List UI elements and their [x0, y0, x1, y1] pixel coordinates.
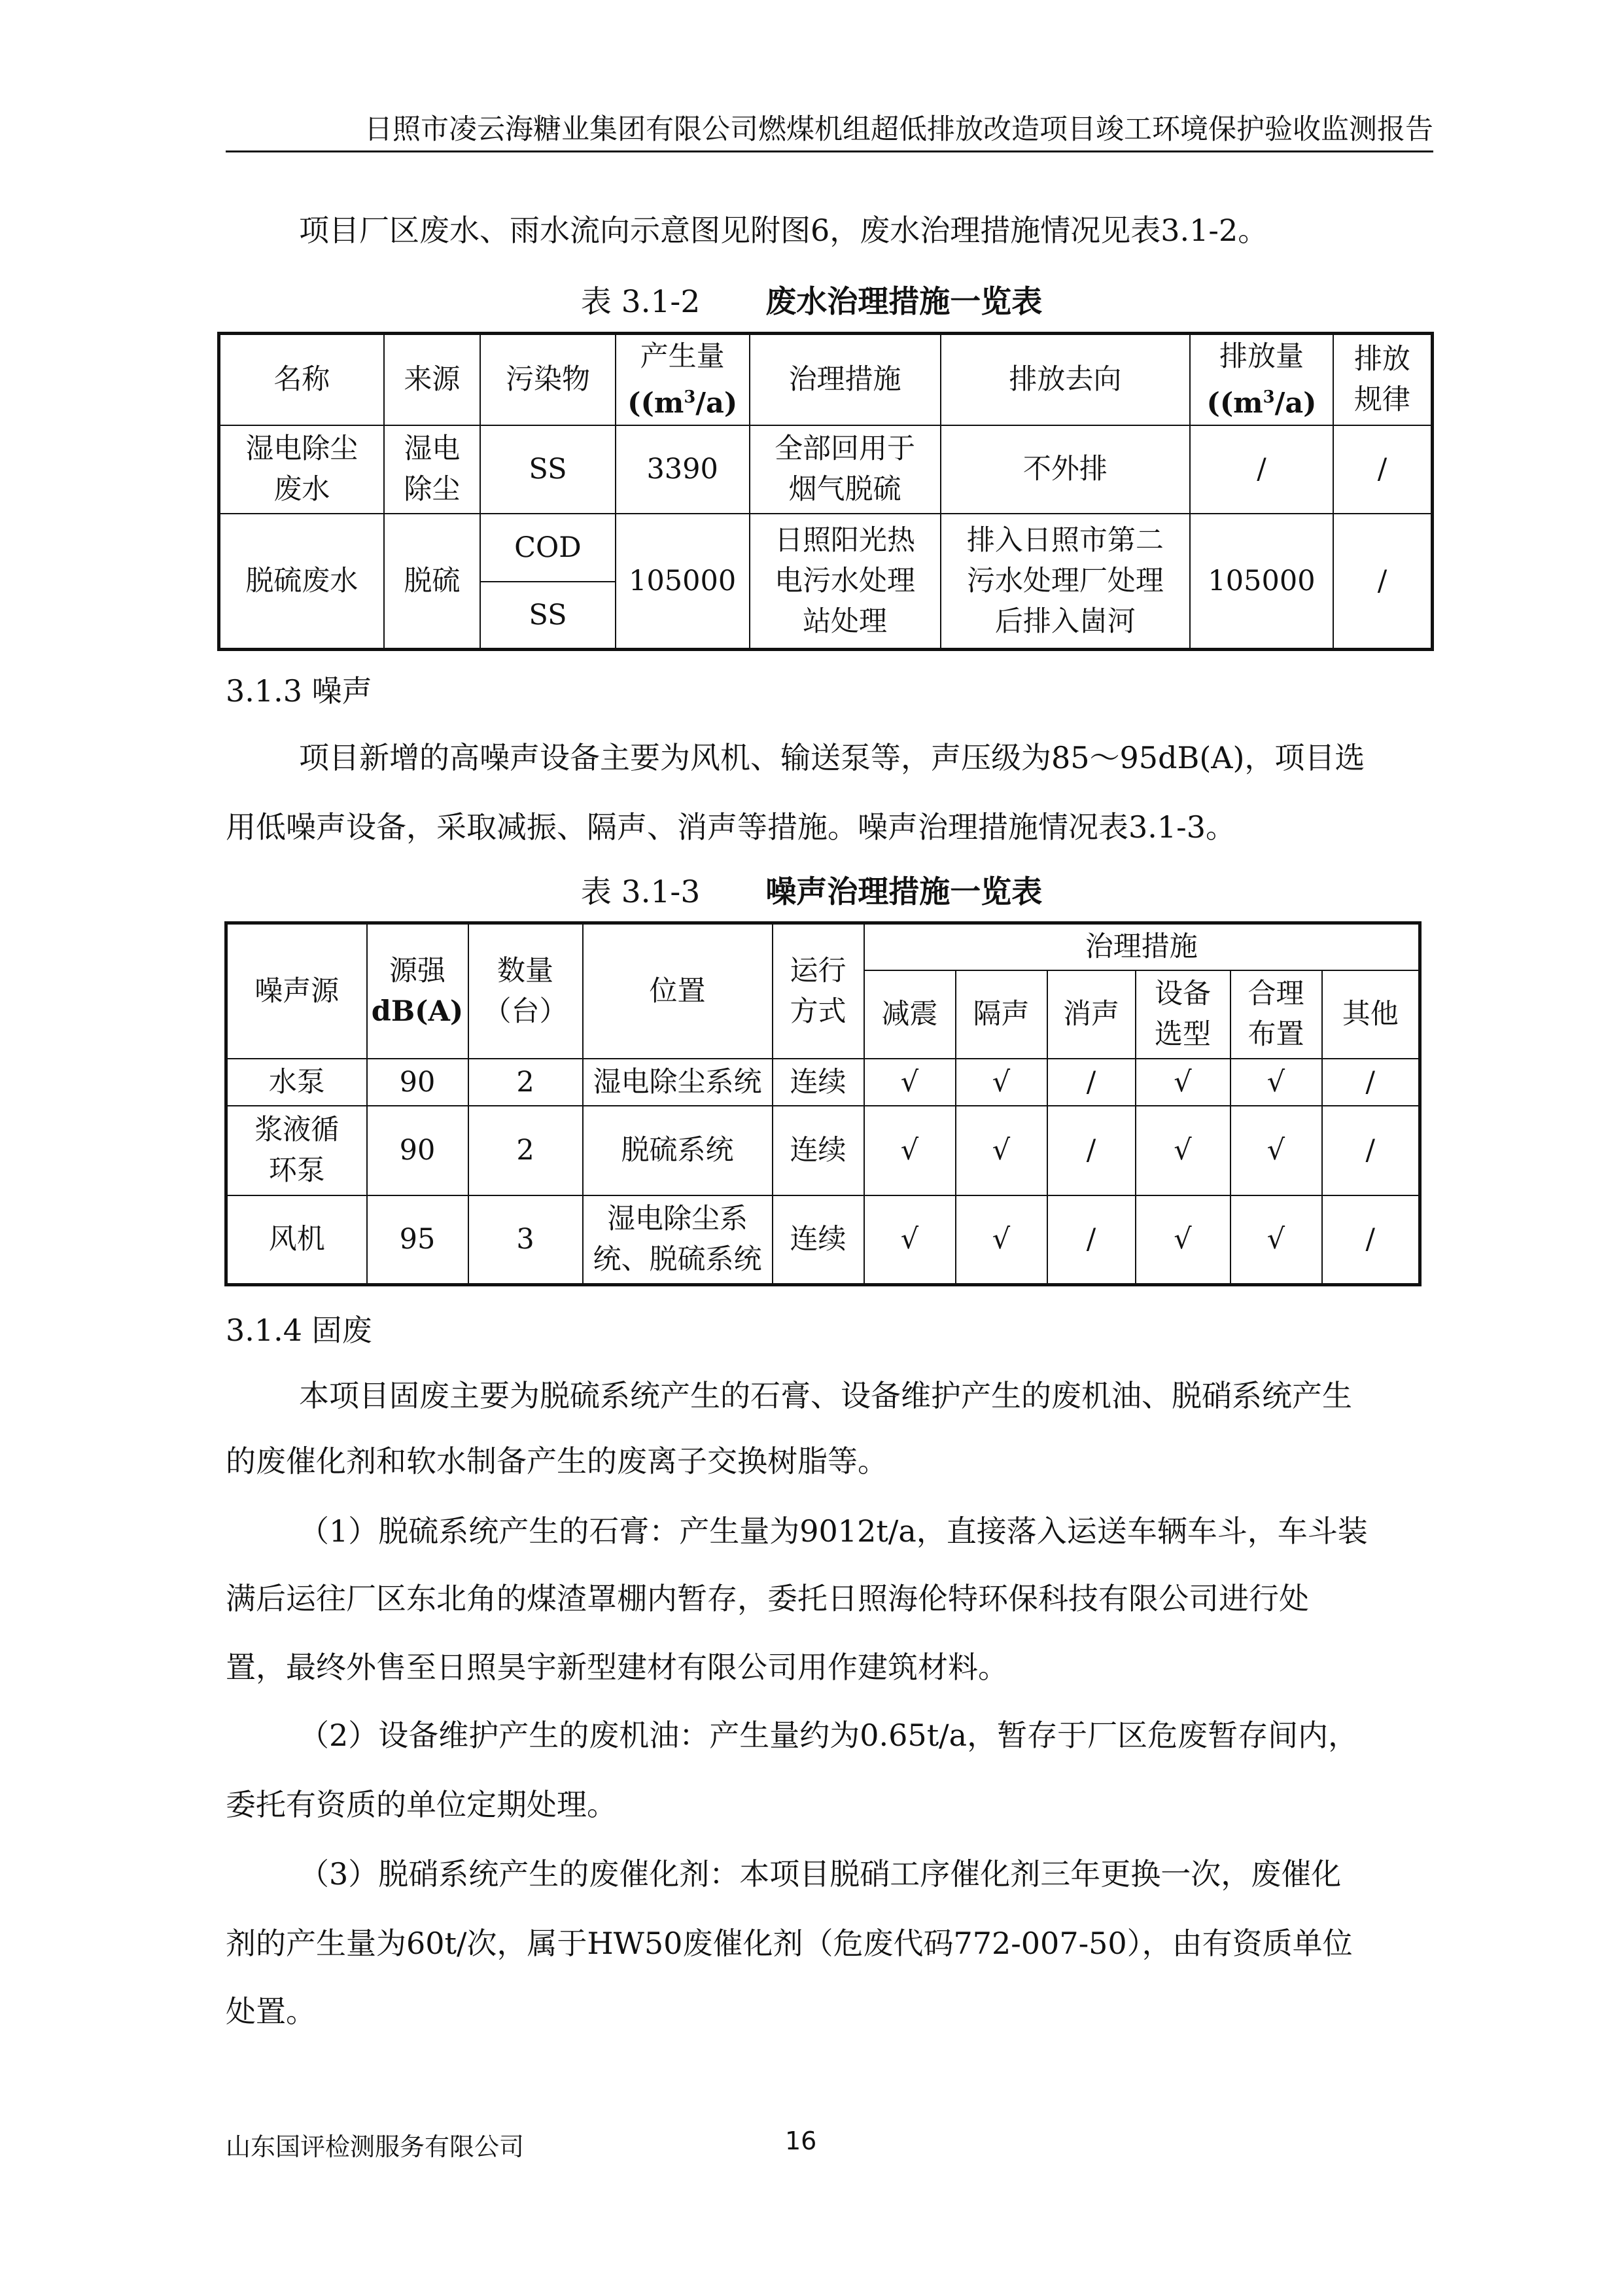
th-insulation: 隔声 [956, 970, 1047, 1059]
table2-caption-number: 表 3.1-3 [580, 874, 701, 910]
th-rule: 排放 规律 [1333, 334, 1433, 425]
wastewater-table: 名称 来源 污染物 产生量 ($(m^3/a)$ 治理措施 排放去向 排放量 ($(m^3/a)$ 排放 规律 湿电除尘 废水 湿电 除尘 SS 3390 全部回用于 烟气脱硫 不外排 / / 脱硫废水 脱硫 COD 105000 日照阳光热 电污水处理 站处理 排入日照市第二 污水处理厂处理 后排入崮河 105000 / SS [217, 332, 1434, 651]
noise-paragraph-line1: 项目新增的高噪声设备主要为风机、输送泵等，声压级为85～95dB(A)，项目选 [299, 740, 1365, 775]
footer-company: 山东国评检测服务有限公司 [226, 2132, 525, 2161]
header-rule [226, 150, 1433, 152]
table1-caption [0, 283, 1623, 322]
table-row: 风机 95 3 湿电除尘系 统、脱硫系统 连续 √ √ / √ √ / [226, 1195, 1420, 1285]
noise-table [224, 921, 1422, 1286]
table2-caption-title: 噪声治理措施一览表 [765, 874, 1043, 910]
th-discharge: 排放量 ($(m^3/a)$ [1190, 334, 1333, 425]
th-strength: 源强 dB(A) [367, 923, 468, 1059]
th-selection: 设备 选型 [1136, 970, 1230, 1059]
solid-line-9: 剂的产生量为60t/次，属于HW50废催化剂（危废代码772-007-50），由有资质单位 [226, 1926, 1353, 1961]
th-count: 数量 （台） [468, 923, 583, 1059]
th-noise-source: 噪声源 [226, 923, 367, 1059]
solid-line-5: 置，最终外售至日照昊宇新型建材有限公司用作建筑材料。 [226, 1650, 1008, 1685]
table1-caption-title: 废水治理措施一览表 [765, 284, 1043, 320]
th-output: 产生量 ($(m^3/a)$ [616, 334, 750, 425]
table-row: 浆液循 环泵 90 2 脱硫系统 连续 √ √ / √ √ / [226, 1106, 1420, 1195]
table-row: 湿电除尘 废水 湿电 除尘 SS 3390 全部回用于 烟气脱硫 不外排 / / [219, 425, 1433, 514]
th-mode: 运行 方式 [773, 923, 864, 1059]
th-measures: 治理措施 [864, 923, 1420, 970]
table-row: 水泵 90 2 湿电除尘系统 连续 √ √ / √ √ / [226, 1059, 1420, 1106]
th-name: 名称 [219, 334, 384, 425]
solid-line-1: 本项目固废主要为脱硫系统产生的石膏、设备维护产生的废机油、脱硝系统产生 [299, 1378, 1352, 1413]
solid-line-7: 委托有资质的单位定期处理。 [226, 1787, 617, 1822]
page-number: 16 [785, 2127, 817, 2155]
solid-line-10: 处置。 [226, 1994, 316, 2029]
solid-line-4: 满后运往厂区东北角的煤渣罩棚内暂存，委托日照海伦特环保科技有限公司进行处 [226, 1581, 1309, 1616]
th-other: 其他 [1322, 970, 1420, 1059]
noise-paragraph-line2: 用低噪声设备，采取减振、隔声、消声等措施。噪声治理措施情况表3.1-3。 [226, 809, 1236, 845]
table2-caption [0, 873, 1623, 912]
th-treatment: 治理措施 [750, 334, 941, 425]
table1-caption-number: 表 3.1-2 [580, 284, 701, 320]
solid-line-2: 的废催化剂和软水制备产生的废离子交换树脂等。 [226, 1443, 888, 1479]
th-damping: 减震 [864, 970, 956, 1059]
table-row: 脱硫废水 脱硫 COD 105000 日照阳光热 电污水处理 站处理 排入日照市第二 污水处理厂处理 后排入崮河 105000 / [219, 514, 1433, 582]
th-pollutant: 污染物 [480, 334, 616, 425]
intro-paragraph: 项目厂区废水、雨水流向示意图见附图6，废水治理措施情况见表3.1-2。 [299, 213, 1268, 248]
th-silencing: 消声 [1047, 970, 1136, 1059]
solid-line-3: （1）脱硫系统产生的石膏：产生量为9012t/a，直接落入运送车辆车斗，车斗装 [299, 1513, 1368, 1549]
th-origin: 来源 [384, 334, 481, 425]
section-solid-title: 3.1.4 固废 [226, 1313, 372, 1348]
page-header: 日照市凌云海糖业集团有限公司燃煤机组超低排放改造项目竣工环境保护验收监测报告 [364, 113, 1433, 146]
section-noise-title: 3.1.3 噪声 [226, 673, 372, 709]
th-location: 位置 [583, 923, 773, 1059]
solid-line-6: （2）设备维护产生的废机油：产生量约为0.65t/a，暂存于厂区危废暂存间内， [299, 1718, 1359, 1753]
th-destination: 排放去向 [941, 334, 1191, 425]
solid-line-8: （3）脱硝系统产生的废催化剂：本项目脱硝工序催化剂三年更换一次，废催化 [299, 1856, 1342, 1892]
th-layout: 合理 布置 [1230, 970, 1322, 1059]
